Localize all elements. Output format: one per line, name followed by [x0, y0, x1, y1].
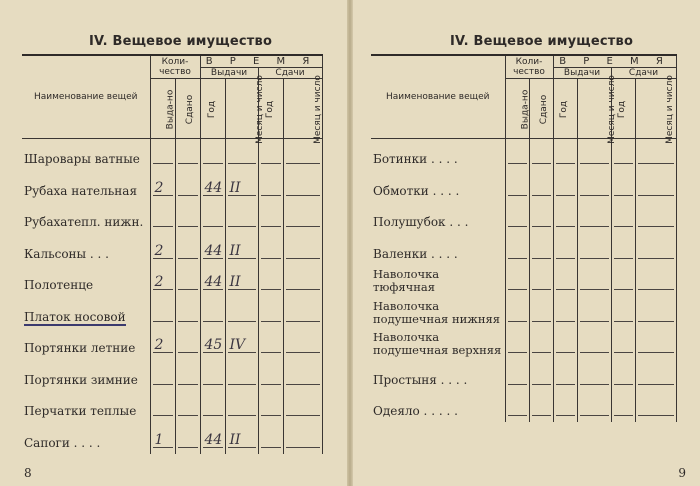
return-date-cell [283, 139, 322, 171]
issue-date-cell [577, 359, 611, 391]
returned-qty-cell [175, 265, 200, 297]
return-date-cell [635, 170, 676, 202]
return-year-cell [611, 233, 635, 265]
issue-year-cell [553, 359, 577, 391]
table-row [371, 202, 676, 234]
issue-date-cell: IV [225, 328, 258, 360]
return-year-header: Год [258, 79, 283, 139]
issue-year-cell: 44 [200, 422, 225, 454]
return-year-cell [258, 359, 283, 391]
returned-qty-cell [175, 422, 200, 454]
returned-qty-cell [529, 170, 553, 202]
issue-year-cell [553, 265, 577, 297]
issue-year-cell: 44 [200, 233, 225, 265]
table-row [22, 202, 322, 234]
issue-year-cell [553, 139, 577, 171]
issue-year-header: Год [200, 79, 225, 139]
return-date-cell [635, 359, 676, 391]
issue-year-header: Год [553, 79, 577, 139]
issued-qty-cell: 2 [150, 233, 175, 265]
issue-date-cell [577, 328, 611, 360]
table-row [22, 139, 322, 171]
return-year-cell [258, 139, 283, 171]
return-year-cell [611, 139, 635, 171]
returned-qty-cell [175, 328, 200, 360]
return-date-header: Месяц и число [283, 79, 322, 139]
issued-qty-cell [150, 391, 175, 423]
return-year-cell [258, 422, 283, 454]
returned-qty-cell [175, 359, 200, 391]
issue-date-cell [577, 139, 611, 171]
return-date-cell [635, 202, 676, 234]
return-year-cell [258, 391, 283, 423]
return-year-cell [258, 170, 283, 202]
returned-qty-cell [175, 391, 200, 423]
return-date-cell [283, 422, 322, 454]
item-name: Простыня . . . . [371, 359, 505, 391]
return-date-cell [635, 391, 676, 423]
issue-date-cell [577, 296, 611, 328]
returned-qty-cell [175, 296, 200, 328]
issued-qty-cell [150, 359, 175, 391]
table-row [22, 170, 322, 202]
issue-date-cell [577, 233, 611, 265]
return-date-cell [283, 233, 322, 265]
issue-date-cell: II [225, 265, 258, 297]
table-row [371, 233, 676, 265]
table-row [22, 422, 322, 454]
issued-qty-cell [505, 170, 529, 202]
table-row [22, 391, 322, 423]
issue-date-cell [225, 359, 258, 391]
table-row [371, 391, 676, 423]
item-name: Валенки . . . . [371, 233, 505, 265]
issued-qty-cell [505, 265, 529, 297]
item-name: Полотенце [22, 265, 150, 297]
return-year-cell [611, 296, 635, 328]
table-row [371, 359, 676, 391]
item-name: Одеяло . . . . . [371, 391, 505, 423]
item-name: Обмотки . . . . [371, 170, 505, 202]
issued-qty-cell [150, 202, 175, 234]
issue-year-cell: 45 [200, 328, 225, 360]
return-year-cell [258, 296, 283, 328]
issued-qty-cell [150, 139, 175, 171]
returned-header: Сдачи [611, 68, 676, 79]
page-number: 9 [678, 466, 686, 480]
item-name: Портянки летние [22, 328, 150, 360]
issued-qty-cell [150, 296, 175, 328]
issued-qty-cell: 1 [150, 422, 175, 454]
return-year-cell [258, 202, 283, 234]
issued-qty-header: Выда-но [505, 79, 529, 139]
time-header: В Р Е М Я [553, 55, 676, 68]
issued-qty-cell: 2 [150, 328, 175, 360]
item-name: Наволочка подушечная верхняя [371, 328, 505, 360]
issued-qty-cell [505, 328, 529, 360]
table-row [22, 296, 322, 328]
issue-year-cell [200, 296, 225, 328]
time-header: В Р Е М Я [200, 55, 322, 68]
issued-qty-header: Выда-но [150, 79, 175, 139]
table-row [371, 265, 676, 297]
returned-qty-cell [175, 139, 200, 171]
return-date-cell [283, 296, 322, 328]
issued-qty-cell [505, 202, 529, 234]
item-name: Рубахатепл. нижн. [22, 202, 150, 234]
issue-date-cell [577, 202, 611, 234]
return-year-cell [258, 265, 283, 297]
issue-year-cell [553, 328, 577, 360]
issue-year-cell [553, 233, 577, 265]
issue-year-cell [200, 359, 225, 391]
returned-qty-cell [529, 328, 553, 360]
issue-date-cell [577, 391, 611, 423]
issued-qty-cell [505, 139, 529, 171]
item-name: Наволочка подушечная нижняя [371, 296, 505, 328]
return-date-cell [635, 233, 676, 265]
returned-qty-cell [175, 202, 200, 234]
table-row [22, 233, 322, 265]
return-year-cell [258, 233, 283, 265]
returned-qty-cell [529, 265, 553, 297]
name-column-header: Наименование вещей [371, 55, 505, 139]
return-date-cell [635, 296, 676, 328]
return-year-cell [611, 328, 635, 360]
returned-qty-cell [529, 391, 553, 423]
return-date-cell [283, 328, 322, 360]
issue-date-cell [577, 265, 611, 297]
item-name: Портянки зимние [22, 359, 150, 391]
return-date-header: Месяц и число [635, 79, 676, 139]
issue-year-cell: 44 [200, 170, 225, 202]
return-year-cell [611, 265, 635, 297]
item-name: Перчатки теплые [22, 391, 150, 423]
issue-date-cell: II [225, 170, 258, 202]
issue-year-cell [553, 391, 577, 423]
issued-header: Выдачи [553, 68, 611, 79]
return-year-header: Год [611, 79, 635, 139]
issued-qty-cell [505, 296, 529, 328]
return-year-cell [611, 359, 635, 391]
issue-date-cell [225, 391, 258, 423]
issue-date-cell [225, 296, 258, 328]
left-page [0, 0, 347, 486]
return-year-cell [258, 328, 283, 360]
issue-date-cell [577, 170, 611, 202]
issue-year-cell: 44 [200, 265, 225, 297]
quantity-header: Коли-чество [150, 55, 200, 79]
table-row [22, 328, 322, 360]
returned-qty-cell [175, 233, 200, 265]
clothing-table [22, 54, 323, 454]
item-name: Ботинки . . . . [371, 139, 505, 171]
page-number: 8 [24, 466, 32, 480]
returned-qty-cell [529, 139, 553, 171]
item-name: Шаровары ватные [22, 139, 150, 171]
table-row [22, 265, 322, 297]
item-name: Полушубок . . . [371, 202, 505, 234]
table-row [371, 170, 676, 202]
table-row [22, 359, 322, 391]
table-row [371, 296, 676, 328]
issued-qty-cell: 2 [150, 265, 175, 297]
return-date-cell [283, 265, 322, 297]
item-name: Наволочка тюфячная [371, 265, 505, 297]
issued-qty-cell [505, 233, 529, 265]
returned-qty-cell [529, 359, 553, 391]
page-title: IV. Вещевое имущество [450, 34, 634, 49]
issue-date-header: Месяц и число [225, 79, 258, 139]
name-column-header: Наименование вещей [22, 55, 150, 139]
returned-qty-cell [529, 296, 553, 328]
issued-header: Выдачи [200, 68, 258, 79]
issue-date-cell: II [225, 422, 258, 454]
issue-date-cell [225, 139, 258, 171]
item-name: Кальсоны . . . [22, 233, 150, 265]
return-year-cell [611, 202, 635, 234]
issued-qty-cell [505, 391, 529, 423]
item-name: Сапоги . . . . [22, 422, 150, 454]
issue-year-cell [553, 170, 577, 202]
page-title: IV. Вещевое имущество [89, 34, 273, 49]
returned-qty-cell [175, 170, 200, 202]
return-year-cell [611, 170, 635, 202]
table-row [371, 139, 676, 171]
table-row [371, 328, 676, 360]
issue-year-cell [200, 139, 225, 171]
issue-date-cell: II [225, 233, 258, 265]
return-date-cell [283, 170, 322, 202]
quantity-header: Коли-чество [505, 55, 553, 79]
return-date-cell [635, 265, 676, 297]
returned-qty-cell [529, 202, 553, 234]
issue-year-cell [553, 296, 577, 328]
issue-date-header: Месяц и число [577, 79, 611, 139]
return-date-cell [635, 139, 676, 171]
returned-qty-header: Сдано [175, 79, 200, 139]
right-page [353, 0, 700, 486]
returned-header: Сдачи [258, 68, 322, 79]
issued-qty-cell [505, 359, 529, 391]
returned-qty-cell [529, 233, 553, 265]
return-year-cell [611, 391, 635, 423]
returned-qty-header: Сдано [529, 79, 553, 139]
issue-date-cell [225, 202, 258, 234]
issue-year-cell [200, 391, 225, 423]
return-date-cell [283, 202, 322, 234]
item-name: Рубаха нательная [22, 170, 150, 202]
return-date-cell [635, 328, 676, 360]
issued-qty-cell: 2 [150, 170, 175, 202]
return-date-cell [283, 391, 322, 423]
issue-year-cell [200, 202, 225, 234]
item-name: Платок носовой [22, 296, 150, 328]
issue-year-cell [553, 202, 577, 234]
return-date-cell [283, 359, 322, 391]
clothing-table [371, 54, 677, 422]
